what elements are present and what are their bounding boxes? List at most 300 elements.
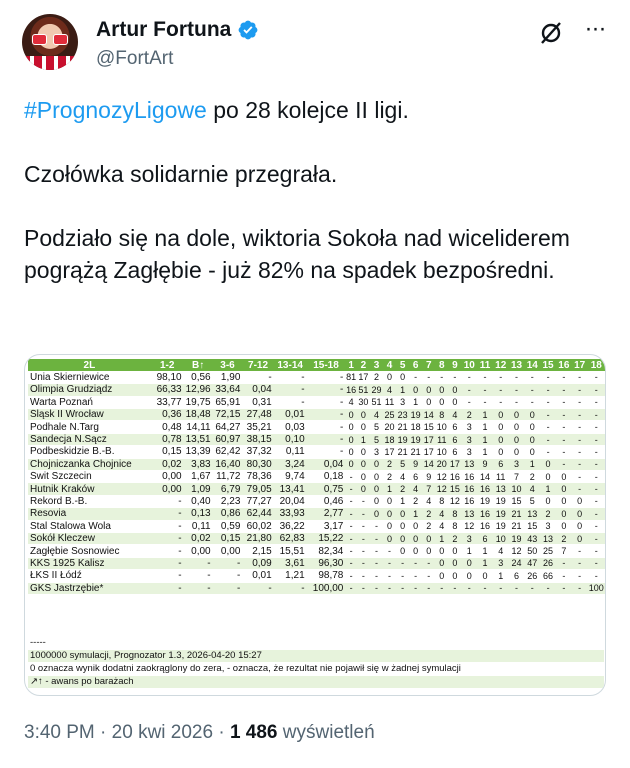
table-cell: - bbox=[151, 582, 184, 594]
table-cell: 11,72 bbox=[213, 471, 243, 483]
table-cell: - bbox=[383, 582, 396, 594]
table-cell: - bbox=[383, 545, 396, 557]
table-cell: - bbox=[357, 582, 370, 594]
grok-icon[interactable] bbox=[538, 20, 564, 46]
table-cell: 6,79 bbox=[213, 483, 243, 495]
table-cell: 0 bbox=[422, 396, 435, 408]
table-row bbox=[28, 433, 605, 445]
table-cell: 7 bbox=[422, 483, 435, 495]
table-cell: - bbox=[477, 396, 493, 408]
table-cell: 2 bbox=[524, 471, 540, 483]
table-cell: 5 bbox=[370, 433, 383, 445]
table-cell: - bbox=[357, 532, 370, 544]
table-cell: 0,02 bbox=[184, 532, 213, 544]
table-cell: 7 bbox=[556, 545, 572, 557]
team-name-cell: ŁKS II Łódź bbox=[28, 570, 151, 582]
table-row bbox=[28, 421, 605, 433]
table-cell: 0 bbox=[396, 545, 409, 557]
display-name[interactable]: Artur Fortuna bbox=[96, 18, 232, 41]
table-header-cell: 16 bbox=[556, 359, 572, 371]
table-cell: 3 bbox=[493, 557, 509, 569]
table-cell: 0 bbox=[396, 371, 409, 383]
table-cell: - bbox=[370, 582, 383, 594]
table-cell: 1 bbox=[477, 557, 493, 569]
team-name-cell: Podhale N.Targ bbox=[28, 421, 151, 433]
tweet-header bbox=[22, 14, 612, 74]
table-cell: 6 bbox=[509, 570, 525, 582]
table-cell: - bbox=[274, 582, 307, 594]
table-cell: 21 bbox=[509, 520, 525, 532]
table-row bbox=[28, 557, 605, 569]
table-cell: - bbox=[461, 384, 477, 396]
table-cell: 19,75 bbox=[185, 396, 211, 408]
table-cell: 10 bbox=[436, 446, 447, 457]
table-cell: 3,24 bbox=[274, 458, 307, 470]
table-cell: - bbox=[357, 557, 370, 569]
table-cell: 13 bbox=[540, 532, 556, 544]
team-name-cell: Olimpia Grudziądz bbox=[28, 384, 151, 396]
tweet-text bbox=[24, 94, 609, 318]
table-cell: 19 bbox=[477, 495, 493, 507]
table-cell: 0 bbox=[556, 495, 572, 507]
table-cell: 0,86 bbox=[213, 508, 243, 520]
table-cell: - bbox=[540, 384, 556, 396]
table-cell: 8 bbox=[448, 520, 461, 532]
table-cell: 17 bbox=[423, 434, 434, 445]
tweet-line-1-text: po 28 kolejce II ligi. bbox=[206, 97, 409, 123]
table-cell: 0,01 bbox=[242, 570, 273, 582]
table-cell: 77,27 bbox=[242, 495, 273, 507]
table-cell: 5 bbox=[396, 458, 409, 470]
table-cell: - bbox=[307, 371, 346, 383]
table-cell: 1 bbox=[409, 508, 422, 520]
table-cell: 13,41 bbox=[274, 483, 307, 495]
table-cell: 81 bbox=[346, 372, 357, 383]
meta-separator: · bbox=[213, 722, 230, 743]
table-cell: - bbox=[493, 371, 509, 383]
table-cell: 82,34 bbox=[307, 545, 346, 557]
table-cell: - bbox=[184, 557, 213, 569]
table-cell: - bbox=[588, 532, 605, 544]
table-cell: 18,48 bbox=[185, 409, 211, 421]
table-cell: 0 bbox=[540, 458, 556, 470]
table-cell: 0 bbox=[540, 495, 556, 507]
table-cell: 21 bbox=[509, 508, 525, 520]
table-header-cell: 2L bbox=[28, 359, 151, 371]
table-cell: 96,30 bbox=[307, 557, 346, 569]
table-cell: 1,21 bbox=[274, 570, 307, 582]
table-cell: 65,91 bbox=[213, 396, 243, 408]
table-cell: 9 bbox=[422, 471, 435, 483]
table-cell: 15 bbox=[449, 484, 460, 495]
table-cell: - bbox=[524, 371, 540, 383]
team-name-cell: Stal Stalowa Wola bbox=[28, 520, 151, 532]
table-cell: 0,01 bbox=[274, 409, 307, 421]
table-cell: - bbox=[572, 371, 588, 383]
table-cell: - bbox=[572, 471, 588, 483]
table-cell: 9 bbox=[409, 458, 422, 470]
table-header-cell: 15 bbox=[540, 359, 556, 371]
table-cell: - bbox=[588, 495, 605, 507]
table-cell: - bbox=[588, 371, 605, 383]
table-cell: - bbox=[307, 433, 346, 445]
tweet-date[interactable]: 20 kwi 2026 bbox=[111, 722, 214, 743]
table-cell: - bbox=[422, 371, 435, 383]
table-cell: - bbox=[493, 384, 509, 396]
table-cell: - bbox=[151, 520, 184, 532]
table-cell: 0 bbox=[357, 409, 370, 421]
table-row bbox=[28, 508, 605, 520]
table-row bbox=[28, 409, 605, 421]
table-cell: - bbox=[556, 582, 572, 594]
table-cell: 15 bbox=[509, 495, 525, 507]
table-row bbox=[28, 495, 605, 507]
table-cell: 0 bbox=[493, 433, 509, 445]
table-cell: 0 bbox=[357, 446, 370, 458]
team-name-cell: GKS Jastrzębie* bbox=[28, 582, 151, 594]
table-cell: 98,78 bbox=[307, 570, 346, 582]
table-cell: 12 bbox=[436, 484, 447, 495]
table-cell: 14 bbox=[423, 409, 434, 420]
table-cell: 0,04 bbox=[307, 458, 346, 470]
table-cell: 51 bbox=[358, 384, 369, 395]
table-cell: 2 bbox=[448, 532, 461, 544]
table-cell: 0 bbox=[572, 520, 588, 532]
table-cell: 12 bbox=[509, 545, 525, 557]
table-cell: - bbox=[307, 446, 346, 458]
table-cell: 4 bbox=[383, 384, 396, 396]
table-cell: 6 bbox=[477, 532, 493, 544]
table-cell: 12 bbox=[436, 471, 447, 482]
table-cell: 16,40 bbox=[213, 458, 243, 470]
table-cell: 9,74 bbox=[274, 471, 307, 483]
table-cell: - bbox=[383, 557, 396, 569]
table-cell: 0 bbox=[370, 495, 383, 507]
table-cell: 25 bbox=[384, 409, 395, 420]
table-cell: 0 bbox=[357, 471, 370, 483]
table-cell: - bbox=[370, 520, 383, 532]
table-cell: - bbox=[184, 570, 213, 582]
table-cell: 0 bbox=[493, 421, 509, 433]
table-cell: 0,09 bbox=[242, 557, 273, 569]
table-cell: - bbox=[572, 433, 588, 445]
table-header-cell: 13-14 bbox=[274, 359, 307, 371]
table-cell: 0 bbox=[493, 446, 509, 458]
table-cell: - bbox=[524, 384, 540, 396]
table-cell: - bbox=[572, 421, 588, 433]
table-cell: - bbox=[556, 433, 572, 445]
table-cell: - bbox=[357, 520, 370, 532]
table-header-cell: 14 bbox=[524, 359, 540, 371]
table-cell: - bbox=[357, 545, 370, 557]
table-cell: 62,83 bbox=[274, 532, 307, 544]
table-cell: 0,40 bbox=[184, 495, 213, 507]
table-cell: - bbox=[274, 371, 307, 383]
table-cell: - bbox=[274, 384, 307, 396]
user-handle[interactable]: @FortArt bbox=[96, 48, 174, 69]
table-cell: 10 bbox=[436, 422, 447, 433]
table-cell: 6 bbox=[409, 471, 422, 483]
table-cell: - bbox=[540, 421, 556, 433]
table-cell: 0,46 bbox=[307, 495, 346, 507]
table-cell: - bbox=[588, 570, 605, 582]
table-cell: - bbox=[509, 396, 525, 408]
table-cell: 3,61 bbox=[274, 557, 307, 569]
table-cell: 79,05 bbox=[242, 483, 273, 495]
table-cell: - bbox=[370, 545, 383, 557]
team-name-cell: Świt Szczecin bbox=[28, 471, 151, 483]
table-cell: 43 bbox=[524, 532, 540, 544]
table-cell: - bbox=[409, 582, 422, 594]
table-cell: 4 bbox=[422, 495, 435, 507]
table-cell: 9 bbox=[477, 458, 493, 470]
table-cell: - bbox=[213, 570, 243, 582]
table-row bbox=[28, 520, 605, 532]
table-cell: 0 bbox=[524, 421, 540, 433]
table-cell: 18 bbox=[410, 422, 421, 433]
table-cell: 13 bbox=[461, 508, 477, 520]
table-cell: 66 bbox=[540, 570, 556, 582]
table-cell: 29 bbox=[371, 384, 382, 395]
table-cell: 17 bbox=[423, 446, 434, 457]
table-cell: 0 bbox=[540, 471, 556, 483]
table-cell: - bbox=[477, 582, 493, 594]
table-cell: - bbox=[383, 570, 396, 582]
table-cell: 19 bbox=[410, 434, 421, 445]
table-footnote-playoff: ↗↑ - awans po barażach bbox=[28, 676, 604, 688]
table-separator: ----- bbox=[30, 637, 46, 648]
table-cell: - bbox=[461, 371, 477, 383]
table-cell: 19 bbox=[410, 409, 421, 420]
table-cell: 3 bbox=[461, 532, 477, 544]
table-cell: 0 bbox=[448, 557, 461, 569]
table-cell: 8 bbox=[435, 495, 448, 507]
table-cell: 3 bbox=[396, 396, 409, 408]
table-cell: 2 bbox=[409, 495, 422, 507]
table-cell: 16 bbox=[461, 483, 477, 495]
table-cell: 17 bbox=[449, 459, 460, 470]
table-cell: 2 bbox=[422, 520, 435, 532]
table-cell: 0 bbox=[383, 495, 396, 507]
table-row bbox=[28, 483, 605, 495]
table-header-cell: 3 bbox=[370, 359, 383, 371]
table-cell: 0 bbox=[370, 471, 383, 483]
table-cell: 98,10 bbox=[151, 371, 184, 383]
table-row bbox=[28, 458, 605, 470]
table-cell: 0 bbox=[396, 532, 409, 544]
table-cell: - bbox=[588, 396, 605, 408]
table-cell: 0,10 bbox=[274, 433, 307, 445]
table-cell: - bbox=[493, 582, 509, 594]
table-cell: - bbox=[448, 371, 461, 383]
table-cell: 0 bbox=[383, 371, 396, 383]
table-cell: 16 bbox=[477, 508, 493, 520]
table-cell: - bbox=[396, 557, 409, 569]
table-cell: 0,75 bbox=[307, 483, 346, 495]
table-row bbox=[28, 532, 605, 544]
table-cell: - bbox=[556, 557, 572, 569]
table-cell: 8 bbox=[435, 409, 448, 421]
table-cell: 3 bbox=[461, 446, 477, 458]
table-cell: - bbox=[307, 409, 346, 421]
table-cell: 19 bbox=[509, 532, 525, 544]
avatar-glasses bbox=[32, 34, 68, 46]
table-cell: 2 bbox=[556, 532, 572, 544]
table-cell: 0,11 bbox=[184, 520, 213, 532]
table-cell: - bbox=[357, 508, 370, 520]
team-name-cell: Chojniczanka Chojnice bbox=[28, 458, 151, 470]
media-image[interactable] bbox=[24, 354, 606, 696]
table-cell: - bbox=[409, 557, 422, 569]
table-header-cell: 4 bbox=[383, 359, 396, 371]
table-cell: 11 bbox=[437, 434, 447, 445]
table-cell: 15 bbox=[423, 422, 434, 433]
table-cell: 1 bbox=[477, 409, 493, 421]
table-cell: 12 bbox=[449, 496, 460, 507]
table-cell: 3 bbox=[461, 433, 477, 445]
table-cell: - bbox=[345, 582, 357, 594]
table-cell: 0,31 bbox=[242, 396, 273, 408]
table-cell: 2,23 bbox=[213, 495, 243, 507]
table-cell: 60,97 bbox=[213, 433, 243, 445]
table-cell: 1,67 bbox=[184, 471, 213, 483]
table-cell: - bbox=[493, 396, 509, 408]
table-cell: - bbox=[448, 582, 461, 594]
table-cell: 13 bbox=[493, 483, 509, 495]
table-cell: 0 bbox=[493, 409, 509, 421]
table-cell: 10 bbox=[493, 532, 509, 544]
table-cell: 0 bbox=[524, 409, 540, 421]
tweet-time[interactable]: 3:40 PM bbox=[24, 722, 95, 743]
table-cell: 2,15 bbox=[242, 545, 273, 557]
view-count: 1 486 bbox=[229, 722, 278, 743]
table-cell: - bbox=[540, 371, 556, 383]
table-cell: - bbox=[572, 458, 588, 470]
table-cell: 12 bbox=[461, 520, 477, 532]
meta-separator: · bbox=[94, 722, 112, 743]
table-cell: 0,03 bbox=[274, 421, 307, 433]
table-cell: 0 bbox=[435, 570, 448, 582]
table-cell: - bbox=[274, 396, 307, 408]
table-cell: 15 bbox=[524, 520, 540, 532]
table-footnote-simulations: 1000000 symulacji, Prognozator 1.3, 2026-04-20 15:27 bbox=[28, 650, 604, 662]
table-cell: 1 bbox=[477, 446, 493, 458]
table-cell: 7 bbox=[509, 471, 525, 483]
table-cell: 37,32 bbox=[242, 446, 273, 458]
table-cell: 19 bbox=[397, 434, 408, 445]
table-cell: 0 bbox=[383, 520, 396, 532]
table-cell: - bbox=[151, 570, 184, 582]
table-cell: - bbox=[572, 384, 588, 396]
table-cell: 0 bbox=[370, 458, 383, 470]
table-cell: 3 bbox=[509, 458, 525, 470]
table-cell: 1 bbox=[357, 433, 370, 445]
team-name-cell: KKS 1925 Kalisz bbox=[28, 557, 151, 569]
table-cell: - bbox=[345, 520, 357, 532]
table-cell: - bbox=[556, 446, 572, 458]
table-cell: 13,51 bbox=[185, 434, 211, 446]
table-cell: - bbox=[572, 582, 588, 594]
table-cell: 0,15 bbox=[213, 532, 243, 544]
table-cell: - bbox=[461, 396, 477, 408]
tweet-line-3: Podziało się na dole, wiktoria Sokoła nad wiceliderem pogrążą Zagłębie - już 82% na spadek bezpośredni. bbox=[24, 225, 570, 283]
table-cell: 0 bbox=[409, 532, 422, 544]
table-cell: 30 bbox=[358, 397, 369, 408]
table-cell: 16 bbox=[449, 471, 460, 482]
table-cell: - bbox=[572, 557, 588, 569]
table-header-cell: 11 bbox=[477, 359, 493, 371]
table-cell: 0 bbox=[345, 446, 357, 458]
table-cell: 24 bbox=[509, 557, 525, 569]
table-cell: 1 bbox=[477, 545, 493, 557]
table-cell: 2,77 bbox=[307, 508, 346, 520]
table-cell: - bbox=[184, 582, 213, 594]
hashtag-link[interactable]: #PrognozyLigowe bbox=[24, 97, 207, 123]
table-cell: - bbox=[345, 545, 357, 557]
table-cell: 100 bbox=[588, 583, 604, 594]
table-cell: - bbox=[588, 421, 605, 433]
table-cell: 19 bbox=[493, 520, 509, 532]
table-header-cell: 5 bbox=[396, 359, 409, 371]
table-footnote-legend: 0 oznacza wynik dodatni zaokrąglony do zera, - oznacza, że rezultat nie pojawił się w żadnej symulacji bbox=[30, 663, 461, 674]
table-cell: 0 bbox=[435, 384, 448, 396]
table-cell: 5 bbox=[524, 495, 540, 507]
more-options-icon[interactable]: ··· bbox=[584, 15, 606, 42]
team-name-cell: Sokół Kleczew bbox=[28, 532, 151, 544]
table-cell: 25 bbox=[540, 545, 556, 557]
table-cell: - bbox=[588, 483, 605, 495]
table-cell: - bbox=[151, 495, 184, 507]
table-cell: - bbox=[509, 582, 525, 594]
table-cell: 12,96 bbox=[185, 384, 211, 396]
table-cell: 2 bbox=[540, 508, 556, 520]
table-row bbox=[28, 545, 605, 557]
table-header-cell: 8 bbox=[435, 359, 448, 371]
table-cell: 1 bbox=[396, 495, 409, 507]
table-cell: 0,18 bbox=[307, 471, 346, 483]
table-cell: - bbox=[572, 396, 588, 408]
table-cell: 1 bbox=[409, 396, 422, 408]
table-cell: 0,78 bbox=[151, 433, 184, 445]
table-cell: 20 bbox=[436, 459, 447, 470]
table-cell: 21 bbox=[410, 446, 421, 457]
table-cell: 0 bbox=[461, 557, 477, 569]
table-cell: 0 bbox=[556, 520, 572, 532]
table-cell: 0 bbox=[572, 495, 588, 507]
table-cell: 1 bbox=[493, 570, 509, 582]
table-cell: 26 bbox=[540, 557, 556, 569]
table-cell: 4 bbox=[435, 508, 448, 520]
table-cell: 0,13 bbox=[184, 508, 213, 520]
table-cell: 6 bbox=[493, 458, 509, 470]
table-cell: - bbox=[540, 396, 556, 408]
table-cell: 0 bbox=[556, 508, 572, 520]
table-cell: 0 bbox=[509, 409, 525, 421]
avatar[interactable] bbox=[22, 14, 78, 70]
table-cell: - bbox=[151, 532, 184, 544]
team-name-cell: Śląsk II Wrocław bbox=[28, 409, 151, 421]
table-cell: 17 bbox=[358, 372, 369, 383]
table-cell: - bbox=[213, 582, 243, 594]
table-cell: 0 bbox=[572, 508, 588, 520]
table-cell: 2 bbox=[383, 471, 396, 483]
table-cell: 0 bbox=[435, 545, 448, 557]
table-cell: 0 bbox=[409, 384, 422, 396]
table-cell: - bbox=[477, 384, 493, 396]
table-row bbox=[28, 471, 605, 483]
table-cell: - bbox=[540, 433, 556, 445]
table-cell: - bbox=[556, 409, 572, 421]
